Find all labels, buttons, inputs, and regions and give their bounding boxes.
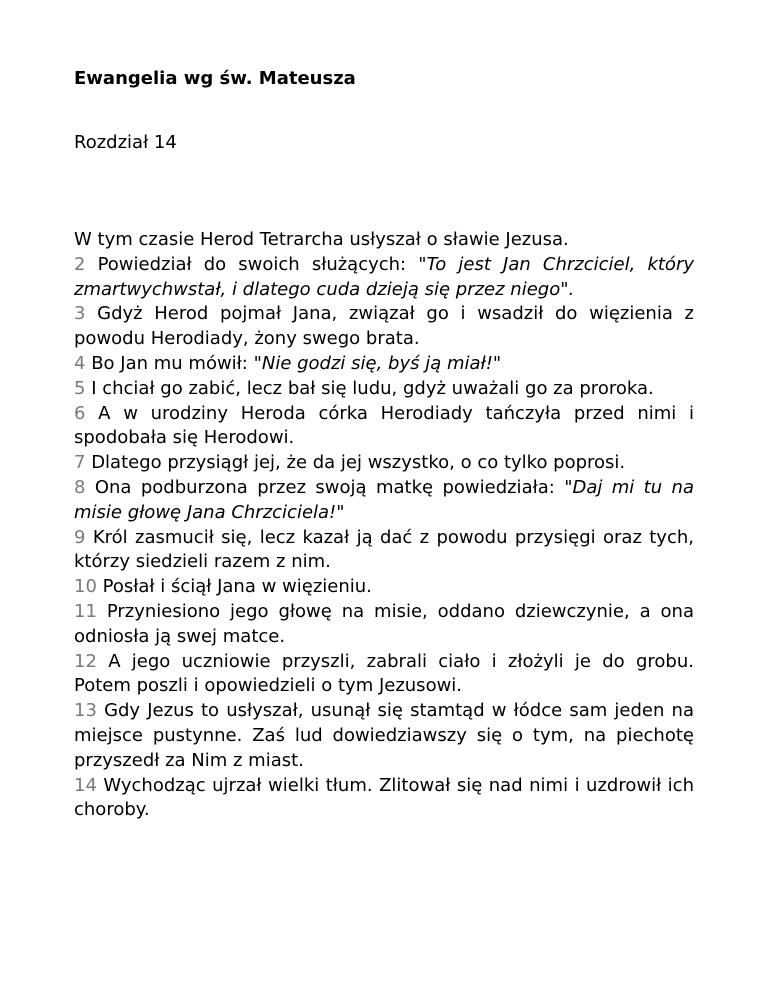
verse (74, 302, 694, 352)
verse-text: Bo Jan mu mówił: (91, 352, 254, 374)
verse-quote: "Daj mi tu na misie głowę Jana Chrzciciela!" (74, 476, 694, 523)
verse-number: 2 (74, 253, 86, 275)
verse (74, 451, 694, 476)
document-title: Ewangelia wg św. Mateusza (74, 68, 356, 89)
verse-list (74, 228, 694, 823)
verse (74, 253, 694, 303)
verse-number: 8 (74, 476, 86, 498)
verse-text: Posłał i ściął Jana w więzieniu. (102, 576, 372, 598)
verse-number: 11 (74, 600, 97, 622)
verse-text: Powiedział do swoich służących: (97, 253, 419, 275)
chapter-heading: Rozdział 14 (74, 132, 177, 153)
verse (74, 600, 694, 650)
verse-number: 3 (74, 303, 86, 325)
verse-number: 10 (74, 576, 97, 598)
verse (74, 352, 694, 377)
verse (74, 699, 694, 773)
verse-text: Król zasmucił się, lecz kazał ją dać z powodu przysięgi oraz tych, którzy siedzieli razem z nim. (74, 526, 694, 573)
verse-number: 5 (74, 377, 86, 399)
verse-quote: "Nie godzi się, byś ją miał!" (253, 352, 502, 374)
verse-text: Ona podburzona przez swoją matkę powiedziała: (94, 476, 565, 498)
verse (74, 650, 694, 700)
verse (74, 526, 694, 576)
verse (74, 228, 694, 253)
verse-text: Gdyż Herod pojmał Jana, związał go i wsadził do więzienia z powodu Herodiady, żony swego brata. (74, 303, 694, 350)
verse-text: A jego uczniowie przyszli, zabrali ciało i złożyli je do grobu. Potem poszli i opowiedzieli o tym Jezusowi. (74, 650, 694, 697)
verse-text: Przyniesiono jego głowę na misie, oddano dziewczynie, a ona odniosła ją swej matce. (74, 600, 694, 647)
verse-text: A w urodziny Heroda córka Herodiady tańczyła przed nimi i spodobała się Herodowi. (74, 402, 694, 449)
verse-number: 9 (74, 526, 86, 548)
verse-text: W tym czasie Herod Tetrarcha usłyszał o sławie Jezusa. (74, 229, 569, 250)
verse-text: Dlatego przysiągł jej, że da jej wszystko, o co tylko poprosi. (91, 452, 626, 474)
verse (74, 476, 694, 526)
verse-number: 6 (74, 402, 86, 424)
verse (74, 575, 694, 600)
verse (74, 774, 694, 824)
verse-number: 7 (74, 452, 86, 474)
verse-number: 14 (74, 774, 97, 796)
verse-text: Gdy Jezus to usłyszał, usunął się stamtąd w łódce sam jeden na miejsce pustynne. Zaś lud dowiedziawszy się o tym, na piechotę przyszedł za Nim z miast. (74, 700, 694, 771)
verse-text: Wychodząc ujrzał wielki tłum. Zlitował się nad nimi i uzdrowił ich choroby. (74, 774, 694, 821)
verse (74, 402, 694, 452)
verse-number: 12 (74, 650, 97, 672)
verse-text: I chciał go zabić, lecz bał się ludu, gdyż uważali go za proroka. (91, 377, 654, 399)
verse-number: 4 (74, 352, 86, 374)
verse-quote: "To jest Jan Chrzciciel, który zmartwychwstał, i dlatego cuda dzieją się przez niego". (74, 253, 694, 300)
verse (74, 377, 694, 402)
verse-number: 13 (74, 700, 97, 722)
